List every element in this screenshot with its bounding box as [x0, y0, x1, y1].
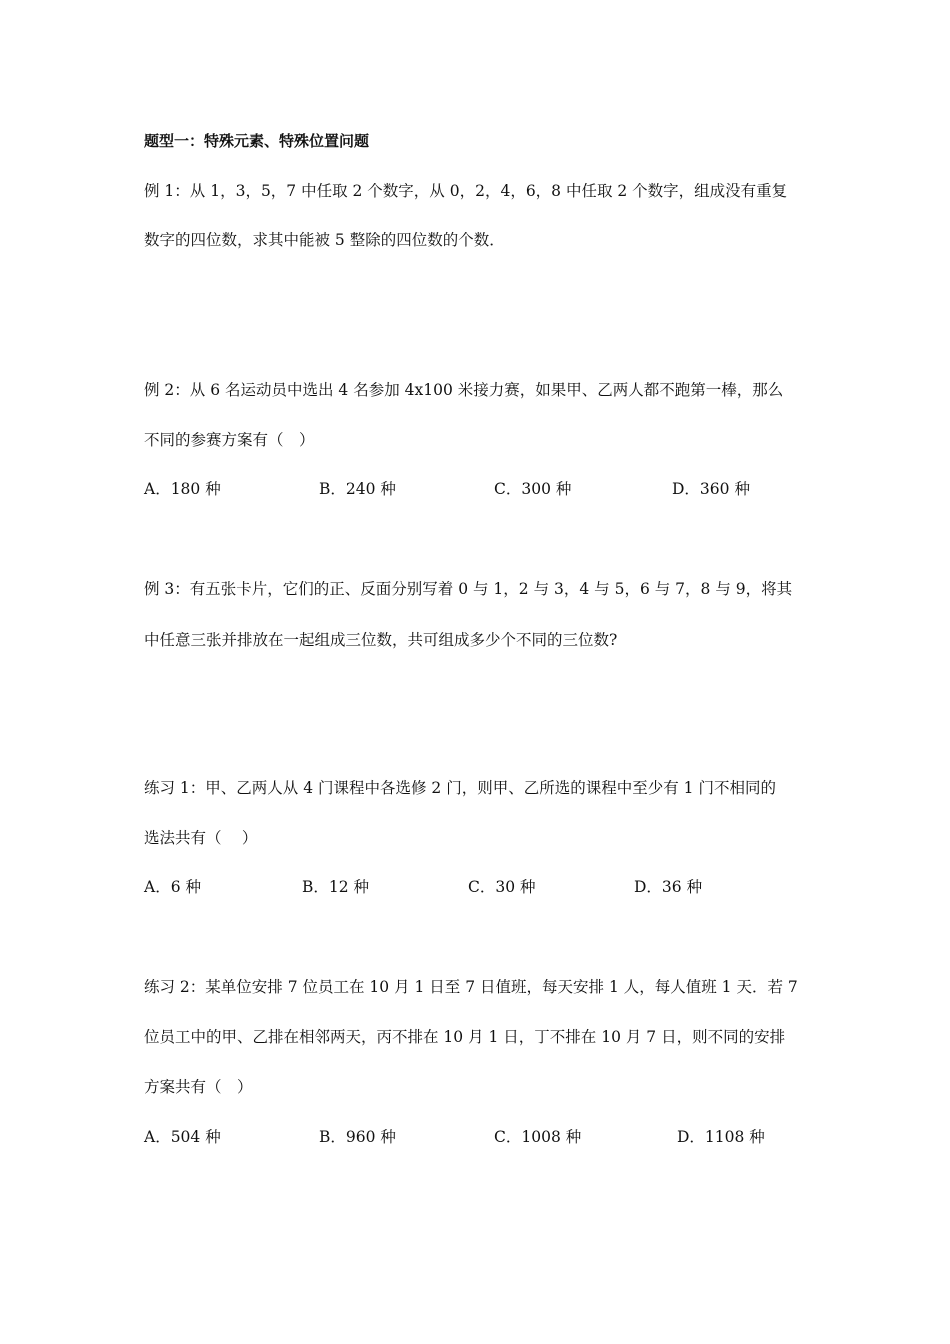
problem-text-line: 不同的参赛方案有（ ） — [144, 431, 315, 449]
problem-text-line: 位员工中的甲、乙排在相邻两天，丙不排在 10 月 1 日，丁不排在 10 月 7 日，则不同的安排 — [144, 1028, 786, 1046]
problem-text-line: 例 1：从 1，3，5，7 中任取 2 个数字，从 0，2，4，6，8 中任取 2 个数字，组成没有重复 — [144, 182, 788, 200]
option-d: D．36 种 — [634, 878, 703, 896]
problem-text-line: 例 2：从 6 名运动员中选出 4 名参加 4x100 米接力赛，如果甲、乙两人都不跑第一棒，那么 — [144, 381, 784, 399]
option-d: D．360 种 — [672, 480, 750, 498]
option-a: A．6 种 — [144, 878, 201, 896]
problem-text-line: 练习 2：某单位安排 7 位员工在 10 月 1 日至 7 日值班，每天安排 1 人，每人值班 1 天．若 7 — [144, 978, 798, 996]
option-c: C．1008 种 — [494, 1128, 582, 1146]
option-a: A．504 种 — [144, 1128, 221, 1146]
problem-text-line: 数字的四位数，求其中能被 5 整除的四位数的个数． — [144, 231, 505, 249]
option-b: B．240 种 — [319, 480, 396, 498]
option-c: C．300 种 — [494, 480, 572, 498]
problem-text-line: 方案共有（ ） — [144, 1078, 253, 1096]
option-b: B．12 种 — [302, 878, 370, 896]
option-c: C．30 种 — [468, 878, 536, 896]
problem-text-line: 选法共有（ ） — [144, 829, 258, 847]
option-a: A．180 种 — [144, 480, 221, 498]
problem-text-line: 中任意三张并排放在一起组成三位数，共可组成多少个不同的三位数? — [144, 631, 618, 649]
option-b: B．960 种 — [319, 1128, 396, 1146]
option-d: D．1108 种 — [677, 1128, 765, 1146]
section-title: 题型一：特殊元素、特殊位置问题 — [144, 132, 370, 150]
problem-text-line: 练习 1：甲、乙两人从 4 门课程中各选修 2 门，则甲、乙所选的课程中至少有 1 门不相同的 — [144, 779, 776, 797]
problem-text-line: 例 3：有五张卡片，它们的正、反面分别写着 0 与 1，2 与 3，4 与 5，6 与 7，8 与 9，将其 — [144, 580, 793, 598]
